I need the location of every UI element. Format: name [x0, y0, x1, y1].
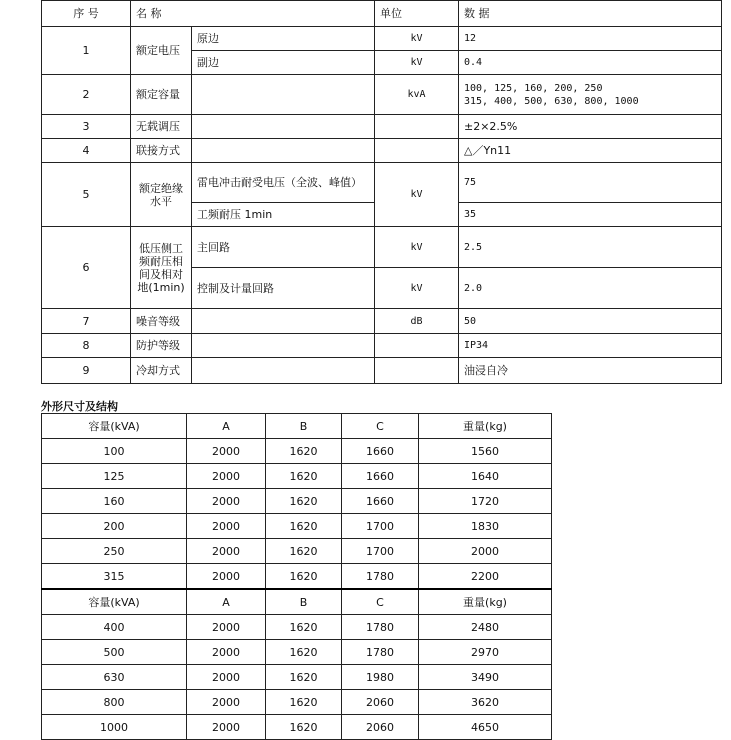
row-index: 2: [42, 75, 131, 115]
header-name: 名 称: [131, 1, 375, 27]
dimensions-cell: 2000: [187, 690, 266, 715]
spec-row-5a: [42, 163, 722, 203]
dimensions-cell: 3620: [419, 690, 552, 715]
dimensions-header-cell: B: [266, 414, 342, 439]
dimensions-cell: 100: [42, 439, 187, 464]
dimensions-cell: 315: [42, 564, 187, 590]
dimensions-cell: 1620: [266, 464, 342, 489]
header-unit: 单位: [375, 1, 459, 27]
dimensions-cell: 2000: [187, 564, 266, 590]
dimensions-cell: 1560: [419, 439, 552, 464]
dimensions-cell: 1620: [266, 489, 342, 514]
row-data: [459, 75, 722, 115]
row-index: 5: [42, 163, 131, 227]
dimensions-header-cell: C: [342, 589, 419, 615]
dimensions-cell: 1620: [266, 615, 342, 640]
row-empty-cell: [192, 334, 375, 358]
dimensions-row: [42, 615, 552, 640]
dimensions-cell: 1660: [342, 439, 419, 464]
row-index: 1: [42, 27, 131, 75]
row-index: 4: [42, 139, 131, 163]
row-data: △／Yn11: [459, 139, 722, 163]
dimensions-header-cell: 容量(kVA): [42, 589, 187, 615]
row-index: 9: [42, 358, 131, 384]
dimensions-table: [41, 413, 552, 740]
row-subitem: 雷电冲击耐受电压（全波、峰值）: [192, 163, 375, 203]
row-name: 冷却方式: [131, 358, 192, 384]
dimensions-cell: 2970: [419, 640, 552, 665]
dimensions-cell: 1660: [342, 464, 419, 489]
row-data-line: 315, 400, 500, 630, 800, 1000: [464, 95, 639, 107]
dimensions-header-cell: 重量(kg): [419, 414, 552, 439]
row-index: 8: [42, 334, 131, 358]
header-data: 数 据: [459, 1, 722, 27]
dimensions-cell: 2200: [419, 564, 552, 590]
spec-row-6a: [42, 227, 722, 268]
row-data: 油浸自冷: [459, 358, 722, 384]
dimensions-cell: 1640: [419, 464, 552, 489]
row-data: 2.5: [459, 227, 722, 268]
row-unit: kV: [375, 51, 459, 75]
spec-table: [41, 0, 722, 384]
row-subitem: 原边: [192, 27, 375, 51]
spec-row-8: [42, 334, 722, 358]
dimensions-row: [42, 439, 552, 464]
header-index: 序 号: [42, 1, 131, 27]
row-data: IP34: [459, 334, 722, 358]
dimensions-cell: 2000: [187, 640, 266, 665]
row-empty-cell: [192, 309, 375, 334]
row-name: 联接方式: [131, 139, 192, 163]
row-data: 2.0: [459, 268, 722, 309]
dimensions-header-cell: 容量(kVA): [42, 414, 187, 439]
row-empty-cell: [375, 358, 459, 384]
dimensions-cell: 1780: [342, 640, 419, 665]
dimensions-header-cell: C: [342, 414, 419, 439]
row-name: 无载调压: [131, 115, 192, 139]
dimensions-row: [42, 489, 552, 514]
row-index: 6: [42, 227, 131, 309]
row-data: 75: [459, 163, 722, 203]
row-unit: kV: [375, 163, 459, 227]
dimensions-row: [42, 715, 552, 740]
dimensions-cell: 2000: [187, 464, 266, 489]
dimensions-cell: 1700: [342, 539, 419, 564]
spec-row-7: [42, 309, 722, 334]
dimensions-row: [42, 640, 552, 665]
row-unit: kvA: [375, 75, 459, 115]
dimensions-cell: 1780: [342, 615, 419, 640]
dimensions-cell: 2480: [419, 615, 552, 640]
row-name: 防护等级: [131, 334, 192, 358]
dimensions-cell: 200: [42, 514, 187, 539]
row-unit: kV: [375, 268, 459, 309]
dimensions-cell: 4650: [419, 715, 552, 740]
row-unit: dB: [375, 309, 459, 334]
dimensions-cell: 250: [42, 539, 187, 564]
spec-row-2: [42, 75, 722, 115]
row-unit: kV: [375, 27, 459, 51]
row-empty-cell: [375, 334, 459, 358]
row-data: 12: [459, 27, 722, 51]
dimensions-row: [42, 665, 552, 690]
dimensions-cell: 1620: [266, 514, 342, 539]
dimensions-cell: 160: [42, 489, 187, 514]
dimensions-cell: 2060: [342, 690, 419, 715]
section-title: 外形尺寸及结构: [41, 400, 118, 413]
row-name: 额定电压: [131, 27, 192, 75]
row-name: 额定绝缘水平: [131, 163, 192, 227]
dimensions-cell: 1000: [42, 715, 187, 740]
row-subitem: 副边: [192, 51, 375, 75]
dimensions-row: [42, 514, 552, 539]
dimensions-header-row: [42, 589, 552, 615]
spec-header-row: [42, 1, 722, 27]
dimensions-cell: 1830: [419, 514, 552, 539]
dimensions-header-row: [42, 414, 552, 439]
spec-row-4: [42, 139, 722, 163]
dimensions-cell: 2000: [187, 439, 266, 464]
dimensions-cell: 2000: [187, 715, 266, 740]
row-empty-cell: [192, 75, 375, 115]
dimensions-cell: 125: [42, 464, 187, 489]
dimensions-cell: 2000: [187, 665, 266, 690]
dimensions-cell: 500: [42, 640, 187, 665]
row-name: 额定容量: [131, 75, 192, 115]
row-index: 7: [42, 309, 131, 334]
dimensions-cell: 630: [42, 665, 187, 690]
spec-row-1a: [42, 27, 722, 51]
dimensions-row: [42, 564, 552, 590]
row-empty-cell: [192, 358, 375, 384]
dimensions-row: [42, 539, 552, 564]
dimensions-cell: 2000: [187, 615, 266, 640]
dimensions-header-cell: A: [187, 414, 266, 439]
dimensions-header-cell: 重量(kg): [419, 589, 552, 615]
row-subitem: 控制及计量回路: [192, 268, 375, 309]
dimensions-row: [42, 690, 552, 715]
row-empty-cell: [192, 139, 375, 163]
row-subitem: 主回路: [192, 227, 375, 268]
dimensions-cell: 2000: [187, 514, 266, 539]
dimensions-cell: 1620: [266, 665, 342, 690]
dimensions-cell: 1660: [342, 489, 419, 514]
dimensions-header-cell: B: [266, 589, 342, 615]
row-data-line: 100, 125, 160, 200, 250: [464, 82, 603, 94]
row-empty-cell: [375, 115, 459, 139]
dimensions-cell: 2000: [419, 539, 552, 564]
dimensions-row: [42, 464, 552, 489]
dimensions-cell: 1780: [342, 564, 419, 590]
dimensions-cell: 1620: [266, 539, 342, 564]
spec-row-3: [42, 115, 722, 139]
row-empty-cell: [192, 115, 375, 139]
dimensions-cell: 2060: [342, 715, 419, 740]
dimensions-cell: 1620: [266, 564, 342, 590]
row-data: 0.4: [459, 51, 722, 75]
row-subitem: 工频耐压 1min: [192, 203, 375, 227]
dimensions-cell: 1620: [266, 690, 342, 715]
spec-row-9: [42, 358, 722, 384]
dimensions-header-cell: A: [187, 589, 266, 615]
row-data: 35: [459, 203, 722, 227]
dimensions-cell: 1700: [342, 514, 419, 539]
row-empty-cell: [375, 139, 459, 163]
row-index: 3: [42, 115, 131, 139]
dimensions-cell: 1620: [266, 640, 342, 665]
dimensions-cell: 1720: [419, 489, 552, 514]
dimensions-cell: 1620: [266, 715, 342, 740]
row-unit: kV: [375, 227, 459, 268]
row-name: 低压侧工频耐压相间及相对地(1min): [131, 227, 192, 309]
dimensions-cell: 3490: [419, 665, 552, 690]
dimensions-cell: 400: [42, 615, 187, 640]
dimensions-cell: 2000: [187, 489, 266, 514]
dimensions-cell: 800: [42, 690, 187, 715]
row-data: ±2×2.5%: [459, 115, 722, 139]
row-name: 噪音等级: [131, 309, 192, 334]
row-data: 50: [459, 309, 722, 334]
dimensions-cell: 2000: [187, 539, 266, 564]
dimensions-cell: 1980: [342, 665, 419, 690]
dimensions-cell: 1620: [266, 439, 342, 464]
